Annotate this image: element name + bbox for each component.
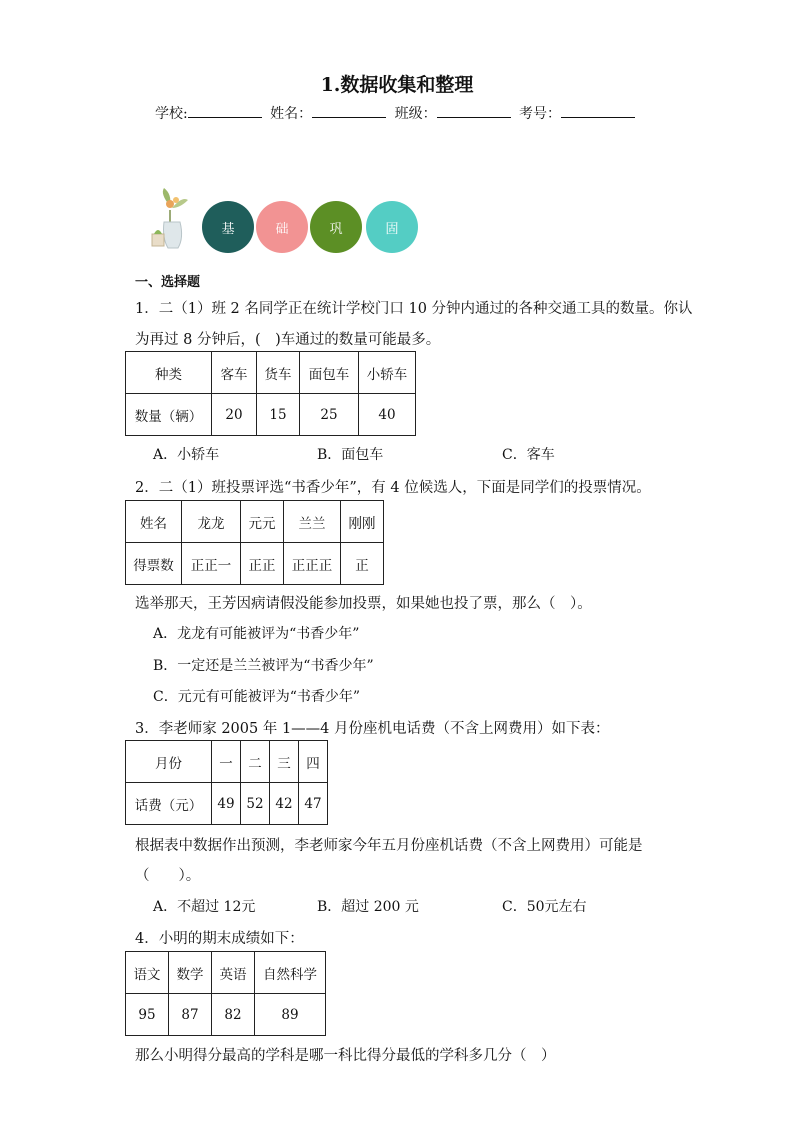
q1-table <box>125 351 416 436</box>
table-cell: 龙龙 <box>182 501 241 543</box>
table-cell: 87 <box>169 994 212 1036</box>
exam-number-label: 考号： <box>519 106 562 122</box>
table-cell: 四 <box>299 741 328 783</box>
table-cell: 英语 <box>212 952 255 994</box>
banner-circle-3 <box>310 201 362 253</box>
q1-option-b[interactable]: B．面包车 <box>317 447 384 463</box>
table-cell: 货车 <box>257 352 300 394</box>
q3-line-3: （ ）。 <box>135 868 201 884</box>
table-cell: 三 <box>270 741 299 783</box>
table-cell: 客车 <box>212 352 257 394</box>
table-cell: 20 <box>212 394 257 436</box>
q3-line-2: 根据表中数据作出预测，李老师家今年五月份座机话费（不含上网费用）可能是 <box>135 838 643 854</box>
banner-char-3: 巩 <box>329 221 343 237</box>
q2-line-1: 2．二（1）班投票评选“书香少年”，有 4 位候选人，下面是同学们的投票情况。 <box>135 480 651 496</box>
q1-line-2: 为再过 8 分钟后，( )车通过的数量可能最多。 <box>135 332 441 348</box>
table-cell: 40 <box>359 394 416 436</box>
banner-circle-1 <box>202 201 254 253</box>
q4-line-2: 那么小明得分最高的学科是哪一科比得分最低的学科多几分（ ） <box>135 1048 556 1064</box>
section-heading: 一、选择题 <box>135 275 201 290</box>
table-cell: 语文 <box>126 952 169 994</box>
q2-table <box>125 500 384 585</box>
table-cell: 面包车 <box>300 352 359 394</box>
q2-option-c[interactable]: C．元元有可能被评为“书香少年” <box>153 689 361 705</box>
page-title: 1.数据收集和整理 <box>320 74 474 96</box>
table-cell: 数学 <box>169 952 212 994</box>
table-cell: 二 <box>241 741 270 783</box>
table-cell: 自然科学 <box>255 952 326 994</box>
banner-circle-4 <box>366 201 418 253</box>
school-label: 学校: <box>154 106 188 122</box>
table-cell: 一 <box>212 741 241 783</box>
name-label: 姓名： <box>270 106 313 122</box>
school-blank[interactable] <box>188 105 262 118</box>
table-cell: 49 <box>212 783 241 825</box>
table-cell: 42 <box>270 783 299 825</box>
table-cell: 种类 <box>126 352 212 394</box>
table-cell: 正正一 <box>182 543 241 585</box>
q4-table <box>125 951 326 1036</box>
table-cell: 姓名 <box>126 501 182 543</box>
table-cell: 正正正 <box>284 543 341 585</box>
q3-option-c[interactable]: C．50元左右 <box>502 899 587 915</box>
student-info-line <box>0 103 794 123</box>
table-cell: 正 <box>341 543 384 585</box>
q3-line-1: 3．李老师家 2005 年 1——4 月份座机电话费（不含上网费用）如下表： <box>135 721 610 737</box>
exam-number-blank[interactable] <box>561 105 635 118</box>
q2-line-2: 选举那天，王芳因病请假没能参加投票，如果她也投了票，那么（ ）。 <box>135 596 592 612</box>
table-cell: 月份 <box>126 741 212 783</box>
q1-option-a[interactable]: A．小轿车 <box>153 447 220 463</box>
table-cell: 47 <box>299 783 328 825</box>
table-cell: 小轿车 <box>359 352 416 394</box>
banner-char-4: 固 <box>385 221 399 237</box>
q3-table <box>125 740 328 825</box>
table-cell: 15 <box>257 394 300 436</box>
q1-line-1: 1．二（1）班 2 名同学正在统计学校门口 10 分钟内通过的各种交通工具的数量。你认 <box>135 301 693 317</box>
banner-char-1: 基 <box>221 221 235 237</box>
table-cell: 25 <box>300 394 359 436</box>
table-cell: 话费（元） <box>126 783 212 825</box>
table-cell: 52 <box>241 783 270 825</box>
banner-circle-2 <box>256 201 308 253</box>
table-cell: 82 <box>212 994 255 1036</box>
class-blank[interactable] <box>437 105 511 118</box>
table-cell: 正正 <box>241 543 284 585</box>
class-label: 班级： <box>394 106 437 122</box>
q2-option-a[interactable]: A．龙龙有可能被评为“书香少年” <box>153 626 360 642</box>
table-cell: 元元 <box>241 501 284 543</box>
table-cell: 95 <box>126 994 169 1036</box>
q1-option-c[interactable]: C．客车 <box>502 447 555 463</box>
q3-option-a[interactable]: A．不超过 12元 <box>153 899 256 915</box>
vase-plant-icon <box>148 186 194 252</box>
table-cell: 数量（辆） <box>126 394 212 436</box>
name-blank[interactable] <box>312 105 386 118</box>
q2-option-b[interactable]: B．一定还是兰兰被评为“书香少年” <box>153 658 374 674</box>
table-cell: 兰兰 <box>284 501 341 543</box>
q3-option-b[interactable]: B．超过 200 元 <box>317 899 419 915</box>
banner-char-2: 础 <box>275 221 289 237</box>
table-cell: 刚刚 <box>341 501 384 543</box>
q4-line-1: 4．小明的期末成绩如下： <box>135 931 304 947</box>
table-cell: 得票数 <box>126 543 182 585</box>
table-cell: 89 <box>255 994 326 1036</box>
